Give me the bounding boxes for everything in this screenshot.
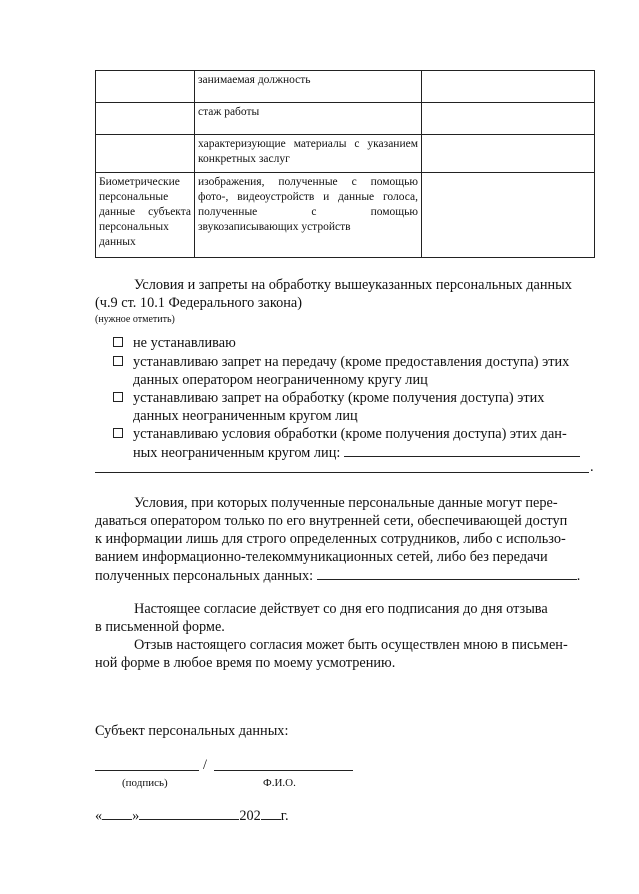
fill-in-line[interactable] xyxy=(95,472,589,473)
network-last-text: полученных персональных данных: xyxy=(95,568,314,584)
checkbox[interactable] xyxy=(113,428,123,438)
conditions-heading-line1: Условия и запреты на обработку вышеуказанных персональных данных xyxy=(134,277,572,293)
day-line[interactable] xyxy=(102,806,132,820)
option-label-cont: данных оператором неограниченному кругу лиц xyxy=(133,372,428,388)
end-period: . xyxy=(576,568,581,584)
year-suffix: г. xyxy=(280,808,289,824)
name-caption: Ф.И.О. xyxy=(263,777,296,789)
table-cell xyxy=(422,173,595,258)
option-label: не устанавливаю xyxy=(133,335,236,351)
option-not-set[interactable] xyxy=(113,334,596,352)
option-label: устанавливаю запрет на обработку (кроме получения доступа) этих xyxy=(133,390,545,406)
table-cell xyxy=(422,103,595,135)
fill-in-line[interactable] xyxy=(344,443,580,457)
option-label-cont xyxy=(113,443,596,462)
date-quote-close: » xyxy=(132,808,140,824)
table-cell: занимаемая должность xyxy=(195,71,422,103)
table-row xyxy=(96,71,595,103)
table-cell xyxy=(96,71,195,103)
date-field xyxy=(95,806,289,825)
revoke-line-2: ной форме в любое время по моему усмотрению. xyxy=(95,655,396,671)
validity-line-1: Настоящее согласие действует со дня его подписания до дня отзыва xyxy=(134,601,548,617)
fill-in-line[interactable] xyxy=(317,566,577,580)
signature-caption: (подпись) xyxy=(122,777,168,789)
name-line[interactable] xyxy=(214,770,353,771)
validity-line-2: в письменной форме. xyxy=(95,619,225,635)
option-label-cont: данных неограниченным кругом лиц xyxy=(133,408,358,424)
conditions-note: (нужное отметить) xyxy=(95,314,175,325)
month-line[interactable] xyxy=(139,806,239,820)
network-line-3: к информации лишь для строго определенных сотрудников, либо с использо- xyxy=(95,531,566,547)
option-ban-processing[interactable] xyxy=(113,389,596,425)
table-row xyxy=(96,173,595,258)
table-cell xyxy=(422,135,595,173)
table-cell xyxy=(422,71,595,103)
table-row xyxy=(96,135,595,173)
option-ban-transfer[interactable] xyxy=(113,353,596,389)
checkbox[interactable] xyxy=(113,337,123,347)
table-cell: характеризующие материалы с указанием конкретных заслуг xyxy=(195,135,422,173)
option-set-conditions[interactable] xyxy=(113,425,596,462)
table-cell xyxy=(96,135,195,173)
table-row xyxy=(96,103,595,135)
checkbox[interactable] xyxy=(113,356,123,366)
revoke-line-1: Отзыв настоящего согласия может быть осуществлен мною в письмен- xyxy=(134,637,568,653)
checkbox[interactable] xyxy=(113,392,123,402)
biometric-category-label: Биометрические персональные данные субъекта персональных данных xyxy=(99,176,191,248)
year-prefix: 202 xyxy=(239,808,261,824)
network-line-1: Условия, при которых полученные персональные данные могут пере- xyxy=(134,495,558,511)
table-cell: изображения, полученные с помощью фото-, видеоустройств и данные голоса, полученные с помощью звукозаписывающих устройств xyxy=(195,173,422,258)
table-cell: стаж работы xyxy=(195,103,422,135)
subject-label: Субъект персональных данных: xyxy=(95,723,289,739)
network-line-5 xyxy=(95,566,580,585)
personal-data-table xyxy=(95,70,595,258)
option-label-cont-text: ных неограниченным кругом лиц: xyxy=(133,445,341,461)
network-line-2: даваться оператором только по его внутренней сети, обеспечивающей доступ xyxy=(95,513,568,529)
option-label: устанавливаю запрет на передачу (кроме предоставления доступа) этих xyxy=(133,354,570,370)
slash: / xyxy=(203,757,207,773)
end-period: . xyxy=(590,459,594,475)
signature-line[interactable] xyxy=(95,770,199,771)
conditions-heading-line2: (ч.9 ст. 10.1 Федерального закона) xyxy=(95,295,303,311)
table-cell xyxy=(96,103,195,135)
date-quote-open: « xyxy=(95,808,103,824)
option-label: устанавливаю условия обработки (кроме получения доступа) этих дан- xyxy=(133,426,567,442)
table-cell xyxy=(96,173,195,258)
network-line-4: ванием информационно-телекоммуникационных сетей, либо без передачи xyxy=(95,549,548,565)
year-line[interactable] xyxy=(261,806,281,820)
